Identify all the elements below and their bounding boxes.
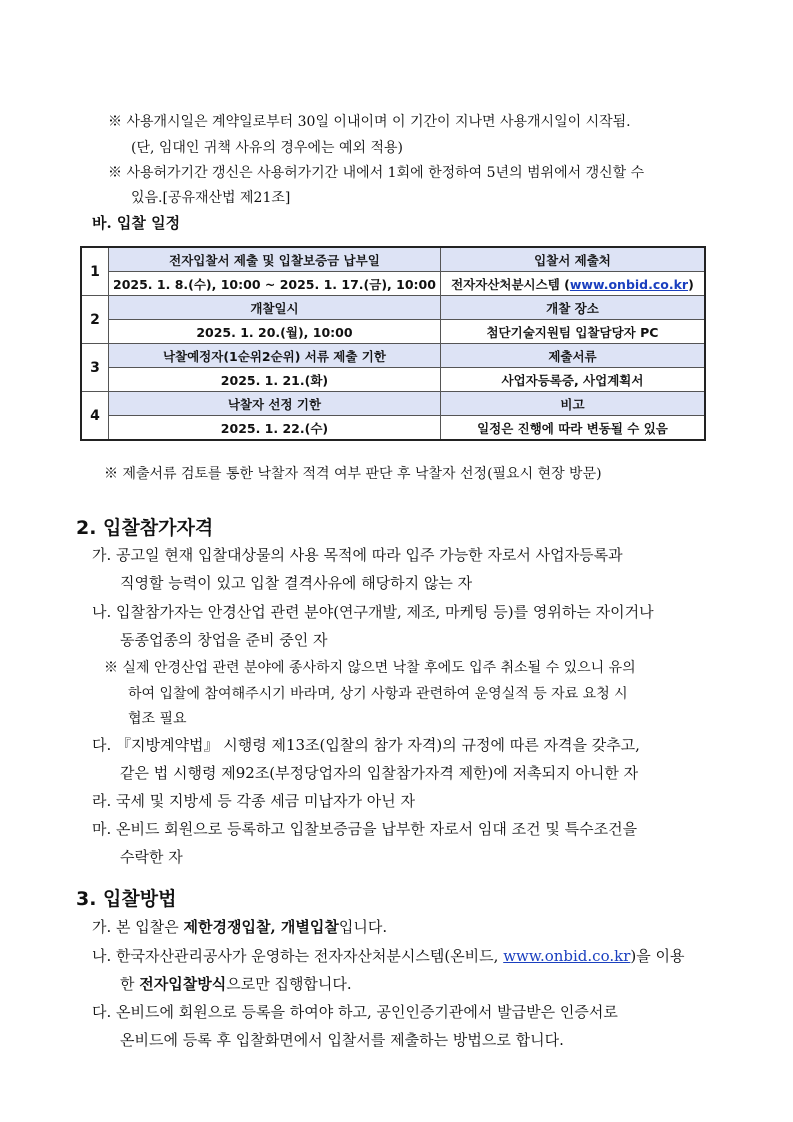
section2-ma-cont: 수락한 자 [120, 848, 183, 866]
bold-text: 제한경쟁입찰, 개별입찰 [183, 918, 339, 936]
cell-text: 전자자산처분시스템 ( [451, 276, 570, 292]
cell-header: 개찰일시 [109, 296, 441, 320]
table-row [81, 272, 705, 296]
row-number: 4 [81, 392, 109, 441]
row-number: 1 [81, 247, 109, 296]
table-row [81, 416, 705, 441]
cell-header: 제출서류 [440, 344, 705, 368]
section2-ma: 마. 온비드 회원으로 등록하고 입찰보증금을 납부한 자로서 임대 조건 및 특수조건을 [92, 820, 638, 838]
text: 입니다. [338, 918, 388, 936]
text: 나. 한국자산관리공사가 운영하는 전자자산처분시스템(온비드, [92, 947, 504, 965]
cell-value: 2025. 1. 22.(수) [109, 416, 441, 441]
row-number: 2 [81, 296, 109, 344]
cell-header: 입찰서 제출처 [440, 247, 705, 272]
cell-header: 전자입찰서 제출 및 입찰보증금 납부일 [109, 247, 441, 272]
row-number: 3 [81, 344, 109, 392]
schedule-heading: 바. 입찰 일정 [92, 214, 181, 232]
section2-da: 다. 『지방계약법』 시행령 제13조(입찰의 참가 자격)의 규정에 따른 자격을 갖추고, [92, 736, 640, 754]
cell-header: 낙찰자 선정 기한 [109, 392, 441, 416]
text: )을 이용 [630, 947, 685, 965]
note-usage-exception: (단, 임대인 귀책 사유의 경우에는 예외 적용) [131, 140, 403, 156]
section3-na [92, 945, 684, 967]
section2-title: 2. 입찰참가자격 [76, 517, 214, 539]
schedule-note: ※ 제출서류 검토를 통한 낙찰자 적격 여부 판단 후 낙찰자 선정(필요시 현장 방문) [104, 466, 602, 482]
note-renewal-cont: 있음.[공유재산법 제21조] [131, 190, 291, 206]
section2-note-cont2: 협조 필요 [128, 711, 187, 727]
text: 으로만 집행합니다. [226, 975, 352, 993]
cell-header: 개찰 장소 [440, 296, 705, 320]
cell-text: ) [688, 276, 694, 292]
section2-da-cont: 같은 법 시행령 제92조(부정당업자의 입찰참가자격 제한)에 저촉되지 아니한 자 [120, 764, 639, 782]
section3-da-cont: 온비드에 등록 후 입찰화면에서 입찰서를 제출하는 방법으로 합니다. [120, 1031, 564, 1049]
onbid-link[interactable]: www.onbid.co.kr [569, 276, 689, 292]
cell-header: 낙찰예정자(1순위2순위) 서류 제출 기한 [109, 344, 441, 368]
section3-title: 3. 입찰방법 [76, 888, 177, 910]
section2-ra: 라. 국세 및 지방세 등 각종 세금 미납자가 아닌 자 [92, 792, 415, 810]
cell-value: 일정은 진행에 따라 변동될 수 있음 [440, 416, 705, 441]
table-row [81, 296, 705, 320]
cell-header: 비고 [440, 392, 705, 416]
text: 한 [120, 975, 140, 993]
section2-ga: 가. 공고일 현재 입찰대상물의 사용 목적에 따라 입주 가능한 자로서 사업자등록과 [92, 546, 623, 564]
table-row [81, 247, 705, 272]
note-usage-start: ※ 사용개시일은 계약일로부터 30일 이내이며 이 기간이 지나면 사용개시일이 시작됨. [108, 114, 631, 130]
section2-na-cont: 동종업종의 창업을 준비 중인 자 [120, 631, 328, 649]
section3-da: 다. 온비드에 회원으로 등록을 하여야 하고, 공인인증기관에서 발급받은 인증서로 [92, 1003, 618, 1021]
table-row [81, 320, 705, 344]
cell-value: 2025. 1. 20.(월), 10:00 [109, 320, 441, 344]
note-renewal: ※ 사용허가기간 갱신은 사용허가기간 내에서 1회에 한정하여 5년의 범위에서 갱신할 수 [108, 165, 645, 181]
cell-value [440, 272, 705, 296]
text: 가. 본 입찰은 [92, 918, 184, 936]
cell-value: 첨단기술지원팀 입찰담당자 PC [440, 320, 705, 344]
onbid-link[interactable]: www.onbid.co.kr [503, 947, 631, 965]
section2-ga-cont: 직영할 능력이 있고 입찰 결격사유에 해당하지 않는 자 [120, 574, 473, 592]
section2-note: ※ 실제 안경산업 관련 분야에 종사하지 않으면 낙찰 후에도 입주 취소될 수 있으니 유의 [104, 660, 636, 676]
cell-value: 사업자등록증, 사업계획서 [440, 368, 705, 392]
section2-na: 나. 입찰참가자는 안경산업 관련 분야(연구개발, 제조, 마케팅 등)를 영위하는 자이거나 [92, 603, 654, 621]
table-row [81, 392, 705, 416]
cell-value: 2025. 1. 21.(화) [109, 368, 441, 392]
section2-note-cont: 하여 입찰에 참여해주시기 바라며, 상기 사항과 관련하여 운영실적 등 자료 요청 시 [128, 686, 628, 702]
schedule-table [80, 246, 706, 441]
table-row [81, 368, 705, 392]
bold-text: 전자입찰방식 [139, 975, 227, 993]
section3-na-cont [120, 973, 352, 995]
cell-value: 2025. 1. 8.(수), 10:00 ~ 2025. 1. 17.(금), 10:00 [109, 272, 441, 296]
section3-ga [92, 916, 387, 938]
table-row [81, 344, 705, 368]
